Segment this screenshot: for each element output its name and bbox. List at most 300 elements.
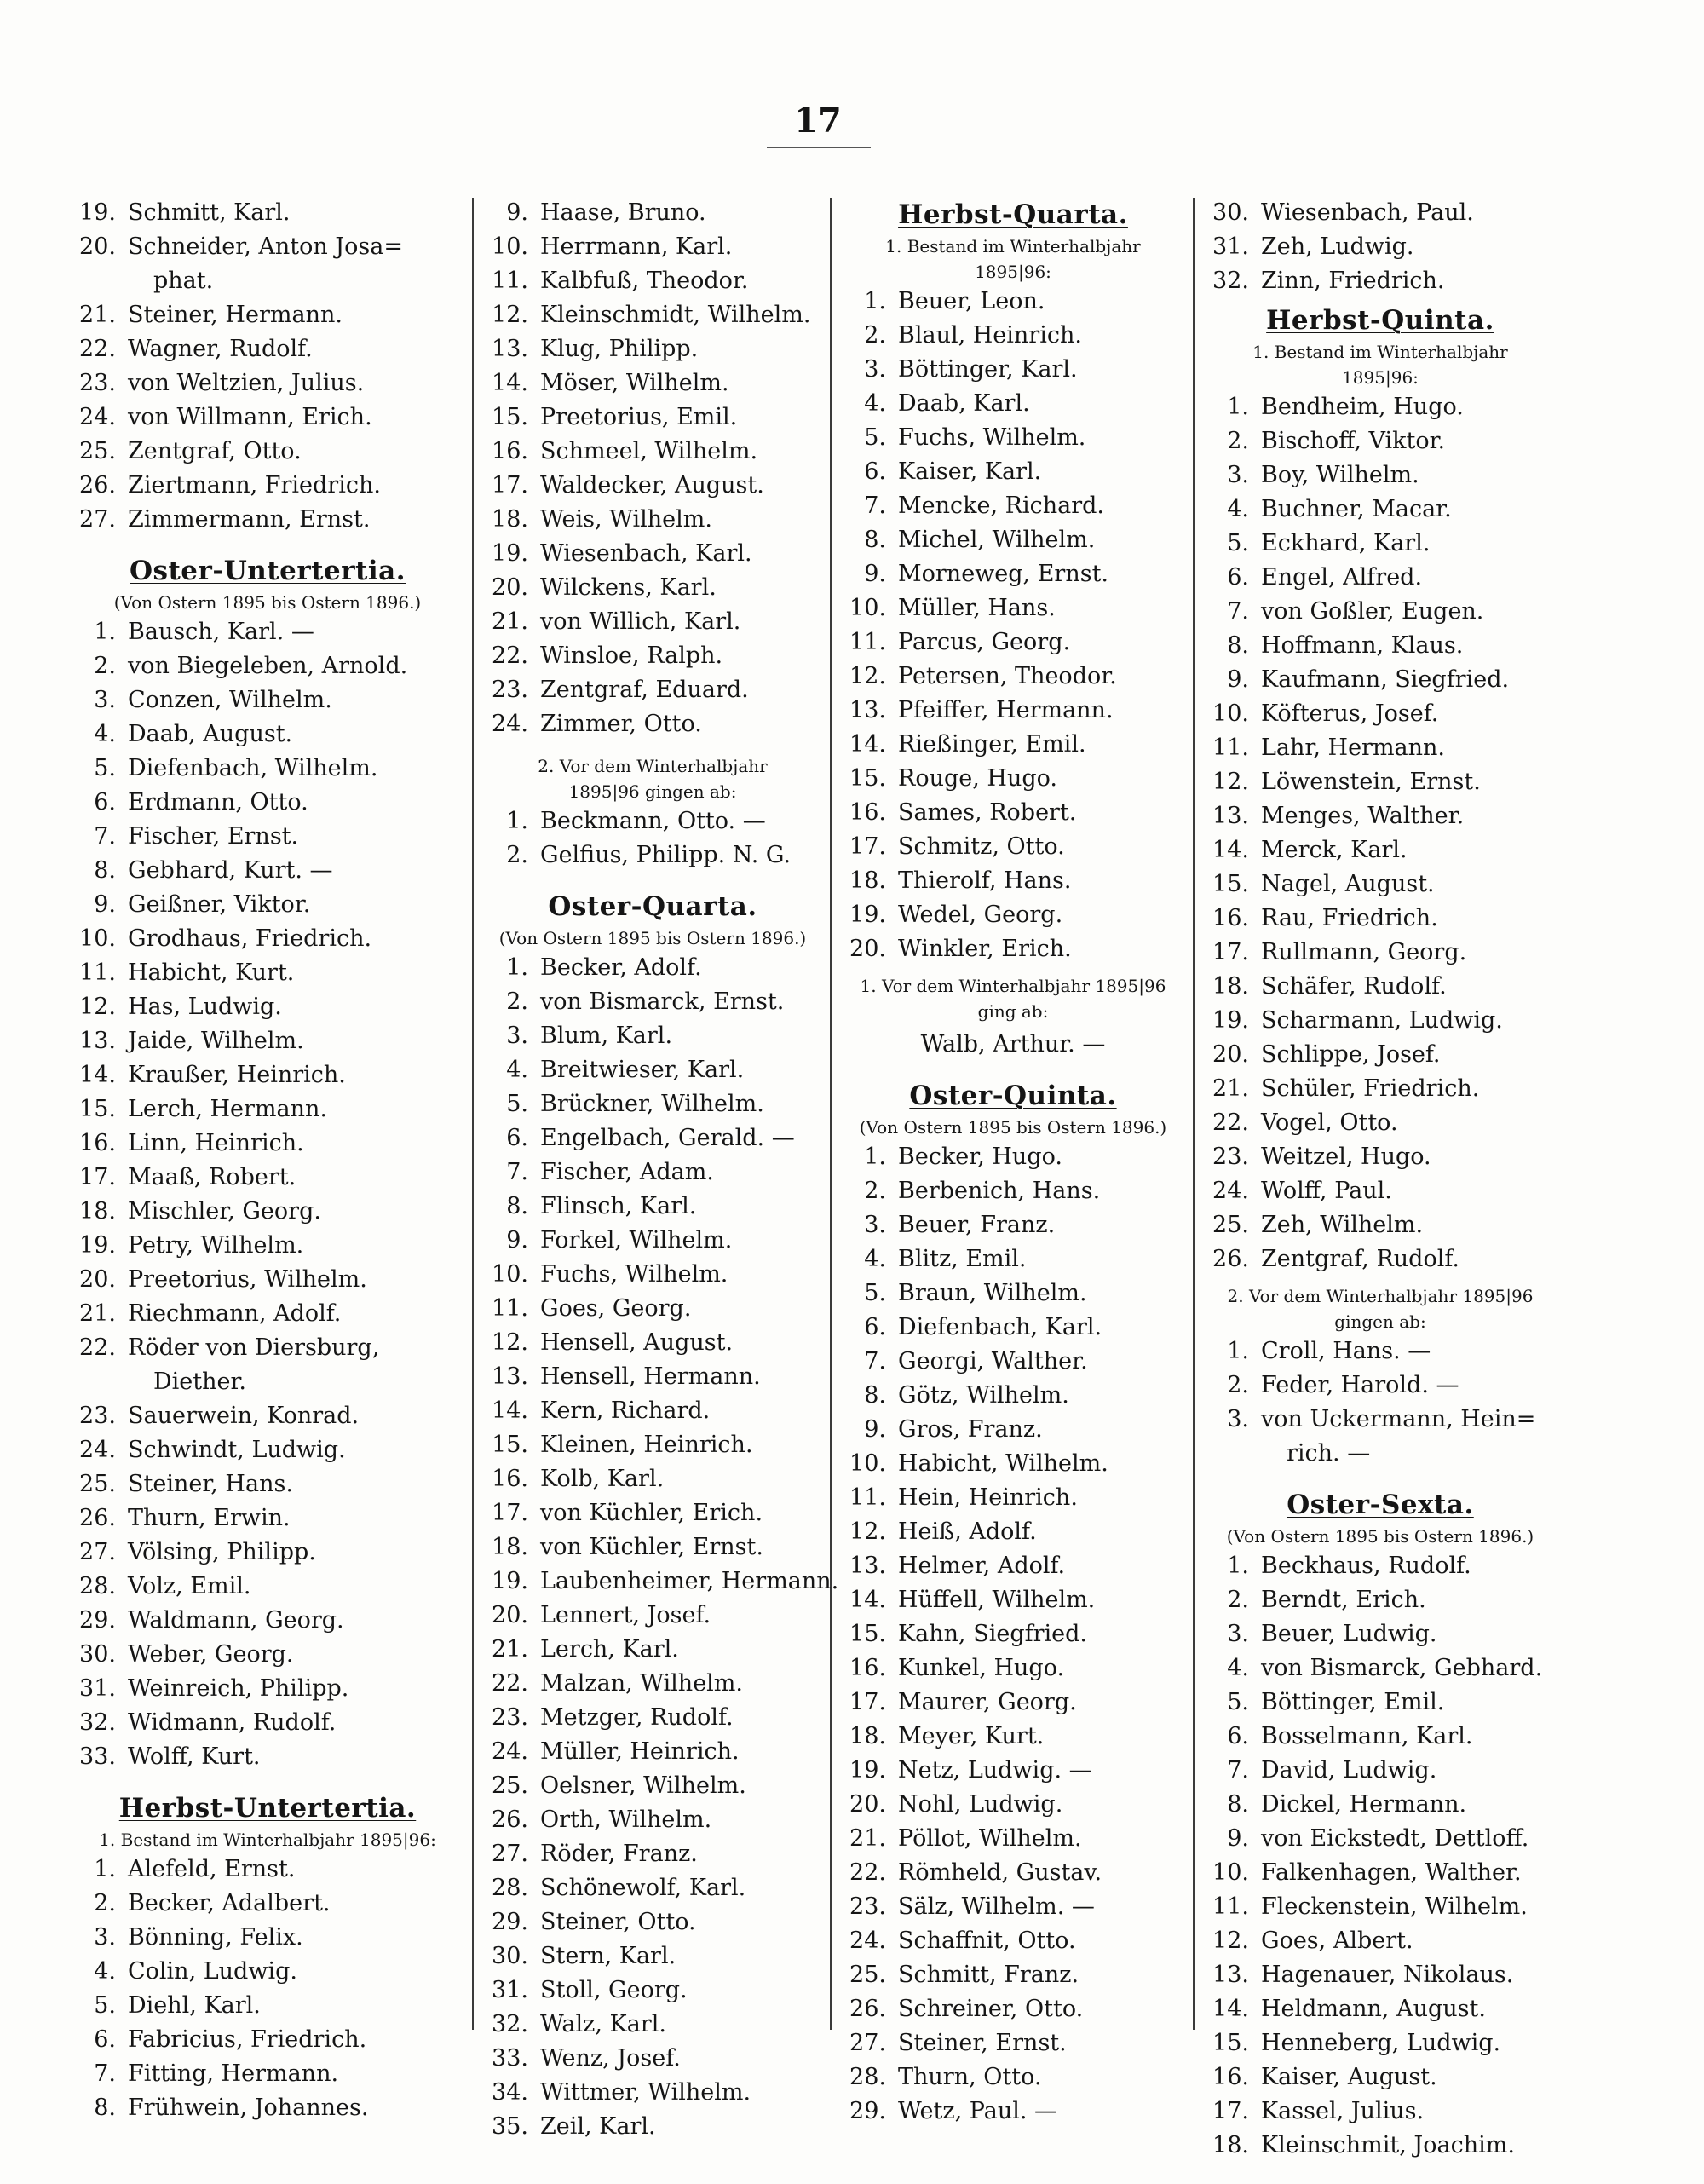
section-heading: Herbst-Quinta. <box>1266 305 1494 336</box>
entry-number: 8. <box>864 527 886 553</box>
list-item <box>481 1667 825 1701</box>
student-name: Kahn, Siegfried. <box>898 1621 1087 1647</box>
entry-number: 29. <box>79 1607 116 1634</box>
entry-list <box>481 951 839 2144</box>
list-item <box>838 1515 1188 1549</box>
list-item <box>68 1092 467 1127</box>
entry-number: 26. <box>492 1807 528 1833</box>
list-item <box>481 537 825 571</box>
student-name: Wiesenbach, Karl. <box>540 540 752 567</box>
page-number-rule <box>767 147 871 148</box>
entry-number: 5. <box>94 755 116 781</box>
student-name: Beckmann, Otto. — <box>540 808 766 834</box>
list-item <box>481 435 825 469</box>
list-item <box>838 353 1188 387</box>
list-item <box>838 1788 1188 1822</box>
list-item <box>838 1992 1188 2026</box>
column-1 <box>68 196 467 2125</box>
student-name: Hensell, August. <box>540 1329 734 1356</box>
student-name: Weis, Wilhelm. <box>540 506 712 533</box>
entry-number: 2. <box>1227 1372 1249 1398</box>
student-name: Riechmann, Adolf. <box>128 1300 342 1327</box>
list-item <box>838 1174 1188 1208</box>
student-name: Müller, Heinrich. <box>540 1738 740 1765</box>
section-subtitle: (Von Ostern 1895 bis Ostern 1896.) <box>498 928 807 948</box>
student-name: Kaiser, August. <box>1261 2064 1437 2090</box>
entry-number: 24. <box>1212 1178 1249 1204</box>
entry-number: 20. <box>849 1791 886 1818</box>
list-item <box>1201 1958 1559 1992</box>
list-item <box>481 366 825 400</box>
list-item <box>481 332 825 366</box>
list-item <box>68 503 467 537</box>
list-item <box>68 1467 467 1501</box>
list-item <box>1201 196 1559 230</box>
student-name: Röder von Diersburg, <box>128 1334 380 1361</box>
entry-number: 18. <box>849 867 886 894</box>
student-name: Alefeld, Ernst. <box>128 1856 296 1882</box>
entry-number: 12. <box>849 1518 886 1545</box>
student-name: Haase, Bruno. <box>540 199 706 226</box>
list-item <box>838 2095 1188 2129</box>
student-name: Scharmann, Ludwig. <box>1261 1007 1503 1034</box>
student-name: Winkler, Erich. <box>898 936 1072 962</box>
list-item <box>1201 799 1559 833</box>
student-name: Kolb, Karl. <box>540 1466 665 1492</box>
student-name: Malzan, Wilhelm. <box>540 1670 743 1697</box>
entry-number: 23. <box>79 370 116 396</box>
entry-number: 5. <box>94 1992 116 2019</box>
list-item <box>838 1140 1188 1174</box>
entry-number: 17. <box>849 833 886 860</box>
student-name: Heiß, Adolf. <box>898 1518 1037 1545</box>
entry-number: 22. <box>79 336 116 362</box>
list-item <box>838 1481 1188 1515</box>
entry-number: 22. <box>492 643 528 669</box>
student-name: Walz, Karl. <box>540 2011 666 2037</box>
entry-number: 22. <box>79 1334 116 1361</box>
student-name: Petersen, Theodor. <box>898 663 1117 689</box>
entry-number: 1. <box>1227 394 1249 420</box>
entry-number: 19. <box>1212 1007 1249 1034</box>
student-name: Oelsner, Wilhelm. <box>540 1772 746 1799</box>
student-name: Römheld, Gustav. <box>898 1859 1102 1886</box>
list-item <box>1201 970 1559 1004</box>
entry-number: 9. <box>506 199 528 226</box>
list-item <box>838 1822 1188 1856</box>
list-item <box>68 1263 467 1297</box>
student-name: Mencke, Richard. <box>898 493 1104 519</box>
entry-number: 15. <box>79 1096 116 1122</box>
entry-number: 9. <box>506 1227 528 1253</box>
list-item <box>68 752 467 786</box>
section-heading: Oster-Quarta. <box>548 891 757 922</box>
list-item <box>68 332 467 366</box>
entry-number: 10. <box>849 1450 886 1477</box>
entry-number: 16. <box>1212 2064 1249 2090</box>
entry-list <box>1201 390 1559 1276</box>
list-item <box>481 1530 825 1565</box>
student-name: Weitzel, Hugo. <box>1261 1144 1431 1170</box>
student-name: Berndt, Erich. <box>1261 1587 1426 1613</box>
list-item <box>1201 1720 1559 1754</box>
entry-number: 17. <box>1212 2098 1249 2124</box>
entry-number: 2. <box>94 1890 116 1916</box>
list-item <box>838 1890 1188 1924</box>
student-name: Schmitt, Franz. <box>898 1962 1079 1988</box>
entry-number: 8. <box>1227 1791 1249 1818</box>
entry-list <box>1201 1334 1559 1471</box>
list-item <box>68 1399 467 1433</box>
entry-number: 11. <box>1212 1893 1249 1920</box>
list-item <box>68 469 467 503</box>
entry-number: 1. <box>1227 1553 1249 1579</box>
list-item <box>838 1686 1188 1720</box>
list-item-continuation <box>68 264 467 298</box>
student-name: von Willmann, Erich. <box>128 404 372 430</box>
entry-number: 3. <box>864 1212 886 1238</box>
entry-list <box>68 196 467 537</box>
list-item <box>68 1706 467 1740</box>
student-name: Wedel, Georg. <box>898 902 1063 928</box>
student-name: Schüler, Friedrich. <box>1261 1075 1480 1102</box>
entry-number: 34. <box>492 2079 528 2106</box>
list-item <box>481 469 825 503</box>
student-name: Metzger, Rudolf. <box>540 1704 734 1731</box>
entry-number: 21. <box>79 1300 116 1327</box>
entry-number: 23. <box>492 1704 528 1731</box>
student-name: Helmer, Adolf. <box>898 1553 1066 1579</box>
student-name: Zentgraf, Eduard. <box>540 677 749 703</box>
entry-number: 13. <box>1212 1962 1249 1988</box>
entry-number: 2. <box>864 1178 886 1204</box>
list-item <box>68 400 467 435</box>
entry-number: 17. <box>492 472 528 498</box>
list-item <box>68 922 467 956</box>
entry-number: 16. <box>492 438 528 464</box>
student-name: Wiesenbach, Paul. <box>1261 199 1474 226</box>
entry-number: 19. <box>79 199 116 226</box>
entry-number: 1. <box>506 808 528 834</box>
list-item <box>1201 390 1559 424</box>
entry-number: 28. <box>849 2064 886 2090</box>
list-item <box>838 1856 1188 1890</box>
student-name: von Goßler, Eugen. <box>1261 598 1484 625</box>
entry-number: 32. <box>79 1709 116 1736</box>
entry-number: 28. <box>492 1875 528 1901</box>
entry-number: 32. <box>1212 268 1249 294</box>
list-item <box>1201 936 1559 970</box>
list-item <box>838 1447 1188 1481</box>
entry-number: 7. <box>1227 598 1249 625</box>
student-name: Fuchs, Wilhelm. <box>898 424 1086 451</box>
student-name: Wagner, Rudolf. <box>128 336 313 362</box>
student-name: Steiner, Hans. <box>128 1471 293 1497</box>
list-item <box>1201 1369 1559 1403</box>
entry-number: 7. <box>94 2060 116 2087</box>
list-item <box>1201 424 1559 458</box>
list-item <box>838 523 1188 557</box>
list-item <box>1201 1651 1559 1686</box>
list-item <box>838 2060 1188 2095</box>
student-name: Eckhard, Karl. <box>1261 530 1431 556</box>
student-name: Schlippe, Josef. <box>1261 1041 1441 1068</box>
entry-number: 18. <box>492 1534 528 1560</box>
list-item <box>481 1360 825 1394</box>
entry-number: 1. <box>1227 1338 1249 1364</box>
entry-number: 9. <box>94 891 116 918</box>
student-name: Brückner, Wilhelm. <box>540 1091 764 1117</box>
student-name: Orth, Wilhelm. <box>540 1807 712 1833</box>
list-item <box>1201 561 1559 595</box>
entry-number: 4. <box>1227 496 1249 522</box>
student-name: Wolff, Paul. <box>1261 1178 1392 1204</box>
entry-number: 30. <box>79 1641 116 1668</box>
student-name: Nagel, August. <box>1261 871 1435 897</box>
entry-number: 18. <box>79 1198 116 1225</box>
list-item <box>68 1127 467 1161</box>
list-item <box>68 298 467 332</box>
student-name: Schmitt, Karl. <box>128 199 291 226</box>
list-item <box>68 1955 467 1989</box>
list-item <box>68 1853 467 1887</box>
student-name: Georgi, Walther. <box>898 1348 1088 1374</box>
entry-number: 2. <box>1227 1587 1249 1613</box>
student-name: Schäfer, Rudolf. <box>1261 973 1447 1000</box>
student-name: Braun, Wilhelm. <box>898 1280 1087 1306</box>
student-name: Pfeiffer, Hermann. <box>898 697 1114 723</box>
list-item <box>68 854 467 888</box>
entry-number: 13. <box>1212 803 1249 829</box>
entry-number: 9. <box>1227 666 1249 693</box>
entry-number: 25. <box>492 1772 528 1799</box>
student-name: Blum, Karl. <box>540 1023 673 1049</box>
entry-number: 19. <box>849 902 886 928</box>
list-item <box>838 728 1188 762</box>
entry-number: 16. <box>1212 905 1249 931</box>
entry-number: 7. <box>864 493 886 519</box>
entry-number: 8. <box>1227 632 1249 659</box>
list-item <box>481 1087 825 1121</box>
list-item <box>481 1462 825 1496</box>
student-name: Michel, Wilhelm. <box>898 527 1096 553</box>
list-item <box>838 1242 1188 1276</box>
student-name: von Biegeleben, Arnold. <box>128 653 408 679</box>
list-item <box>838 1720 1188 1754</box>
student-name: Preetorius, Wilhelm. <box>128 1266 367 1293</box>
student-name: Zentgraf, Otto. <box>128 438 302 464</box>
list-item <box>1201 1924 1559 1958</box>
list-item <box>481 1019 825 1053</box>
entry-number: 14. <box>1212 1996 1249 2022</box>
list-item <box>68 435 467 469</box>
student-name: Beuer, Franz. <box>898 1212 1056 1238</box>
entry-number: 10. <box>79 925 116 952</box>
entry-number: 5. <box>1227 530 1249 556</box>
student-name: Winsloe, Ralph. <box>540 643 723 669</box>
entry-number: 16. <box>849 1655 886 1681</box>
student-name: Fabricius, Friedrich. <box>128 2026 367 2053</box>
entry-number: 6. <box>94 2026 116 2053</box>
entry-number: 11. <box>492 268 528 294</box>
section-subtitle: (Von Ostern 1895 bis Ostern 1896.) <box>113 592 422 613</box>
entry-number: 26. <box>849 1996 886 2022</box>
list-item <box>68 1604 467 1638</box>
list-item <box>481 2042 825 2076</box>
entry-number: 26. <box>1212 1246 1249 1272</box>
entry-number: 8. <box>864 1382 886 1409</box>
list-item <box>68 683 467 717</box>
student-name: Kern, Richard. <box>540 1397 711 1424</box>
student-name: Jaide, Wilhelm. <box>128 1028 304 1054</box>
entry-number: 20. <box>79 1266 116 1293</box>
student-name: Dickel, Hermann. <box>1261 1791 1467 1818</box>
student-name: Gebhard, Kurt. — <box>128 857 333 884</box>
section-heading: Herbst-Quarta. <box>898 199 1128 230</box>
student-name: Netz, Ludwig. — <box>898 1757 1092 1784</box>
entry-number: 2. <box>506 842 528 868</box>
entry-number: 5. <box>864 1280 886 1306</box>
column-3 <box>838 196 1188 2129</box>
student-name: Morneweg, Ernst. <box>898 561 1109 587</box>
entry-number: 11. <box>1212 735 1249 761</box>
list-item <box>68 1161 467 1195</box>
entry-number: 15. <box>492 404 528 430</box>
list-item <box>481 673 825 707</box>
entry-number: 8. <box>506 1193 528 1219</box>
entry-number: 1. <box>94 619 116 645</box>
student-name: Steiner, Otto. <box>540 1909 696 1935</box>
list-item <box>481 264 825 298</box>
student-name: Sälz, Wilhelm. — <box>898 1893 1095 1920</box>
entry-number: 7. <box>1227 1757 1249 1784</box>
entry-number: 10. <box>1212 1859 1249 1886</box>
entry-number: 6. <box>94 789 116 815</box>
list-item <box>1201 1788 1559 1822</box>
entry-list <box>1201 1549 1559 2163</box>
entry-number: 12. <box>79 994 116 1020</box>
list-item <box>68 1195 467 1229</box>
list-item <box>838 285 1188 319</box>
list-item <box>838 1651 1188 1686</box>
list-item <box>68 1297 467 1331</box>
student-name: Erdmann, Otto. <box>128 789 308 815</box>
entry-number: 1. <box>506 954 528 981</box>
student-name: Becker, Adalbert. <box>128 1890 331 1916</box>
entry-number: 11. <box>849 1484 886 1511</box>
student-name: Falkenhagen, Walther. <box>1261 1859 1522 1886</box>
student-name: Fuchs, Wilhelm. <box>540 1261 728 1288</box>
student-name: Wenz, Josef. <box>540 2045 681 2072</box>
entry-number: 21. <box>1212 1075 1249 1102</box>
list-item <box>481 838 825 873</box>
student-name: Rau, Friedrich. <box>1261 905 1438 931</box>
student-name: Schaffnit, Otto. <box>898 1928 1076 1954</box>
list-item <box>838 1924 1188 1958</box>
entry-number: 10. <box>849 595 886 621</box>
list-item <box>481 1053 825 1087</box>
entry-number: 23. <box>1212 1144 1249 1170</box>
entry-number: 25. <box>1212 1212 1249 1238</box>
student-name: Schreiner, Otto. <box>898 1996 1084 2022</box>
student-name: Forkel, Wilhelm. <box>540 1227 733 1253</box>
student-name: Breitwieser, Karl. <box>540 1057 745 1083</box>
list-item <box>838 591 1188 625</box>
list-item <box>68 1887 467 1921</box>
student-name: Wolff, Kurt. <box>128 1743 261 1770</box>
student-name: Zimmermann, Ernst. <box>128 506 371 533</box>
entry-number: 4. <box>94 1958 116 1985</box>
list-item <box>1201 663 1559 697</box>
list-item <box>838 1379 1188 1413</box>
student-name: Kleinen, Heinrich. <box>540 1432 753 1458</box>
list-item <box>1201 1403 1559 1437</box>
student-name: Schwindt, Ludwig. <box>128 1437 346 1463</box>
entry-number: 9. <box>864 561 886 587</box>
student-name: Köfterus, Josef. <box>1261 700 1439 727</box>
entry-number: 19. <box>849 1757 886 1784</box>
list-item <box>481 2076 825 2110</box>
student-name: Fischer, Adam. <box>540 1159 714 1185</box>
student-name: David, Ludwig. <box>1261 1757 1437 1784</box>
entry-number: 5. <box>1227 1689 1249 1715</box>
student-name: Daab, Karl. <box>898 390 1030 417</box>
student-name: Rouge, Hugo. <box>898 765 1057 792</box>
entry-number: 20. <box>849 936 886 962</box>
student-name: Habicht, Wilhelm. <box>898 1450 1108 1477</box>
section-subtitle: (Von Ostern 1895 bis Ostern 1896.) <box>1226 1526 1534 1547</box>
list-item <box>838 1345 1188 1379</box>
section-heading: Oster-Quinta. <box>909 1080 1117 1111</box>
list-item <box>1201 1242 1559 1276</box>
entry-number: 7. <box>94 823 116 850</box>
list-item <box>68 1989 467 2023</box>
list-item <box>481 1326 825 1360</box>
list-item-continuation <box>68 1365 467 1399</box>
student-name: Kleinschmit, Joachim. <box>1261 2132 1515 2158</box>
list-item <box>68 1638 467 1672</box>
entry-number: 24. <box>492 1738 528 1765</box>
list-item <box>838 660 1188 694</box>
entry-number: 16. <box>849 799 886 826</box>
column-divider <box>1193 198 1195 2030</box>
list-item <box>1201 1856 1559 1890</box>
entry-number: 9. <box>1227 1825 1249 1852</box>
entry-number: 25. <box>849 1962 886 1988</box>
entry-number: 18. <box>849 1723 886 1749</box>
list-item <box>838 762 1188 796</box>
student-name: Waldecker, August. <box>540 472 764 498</box>
list-item <box>481 1121 825 1155</box>
student-name: Henneberg, Ludwig. <box>1261 2030 1501 2056</box>
student-name: Schmeel, Wilhelm. <box>540 438 758 464</box>
section-subtitle: 2. Vor dem Winterhalbjahr 1895|96 gingen ab: <box>1227 1286 1534 1332</box>
section-subtitle: (Von Ostern 1895 bis Ostern 1896.) <box>859 1117 1167 1138</box>
student-name: Hüffell, Wilhelm. <box>898 1587 1096 1613</box>
departed-student: Walb, Arthur. — <box>920 1031 1106 1057</box>
list-item <box>838 932 1188 966</box>
entry-number: 3. <box>864 356 886 383</box>
entry-number: 29. <box>849 2098 886 2124</box>
list-item <box>1201 2129 1559 2163</box>
column-divider <box>830 198 832 2030</box>
entry-number: 18. <box>1212 973 1249 1000</box>
list-item <box>68 1058 467 1092</box>
entry-number: 21. <box>492 608 528 635</box>
student-name: Preetorius, Emil. <box>540 404 738 430</box>
student-name: Boy, Wilhelm. <box>1261 462 1419 488</box>
student-name: Gros, Franz. <box>898 1416 1043 1443</box>
